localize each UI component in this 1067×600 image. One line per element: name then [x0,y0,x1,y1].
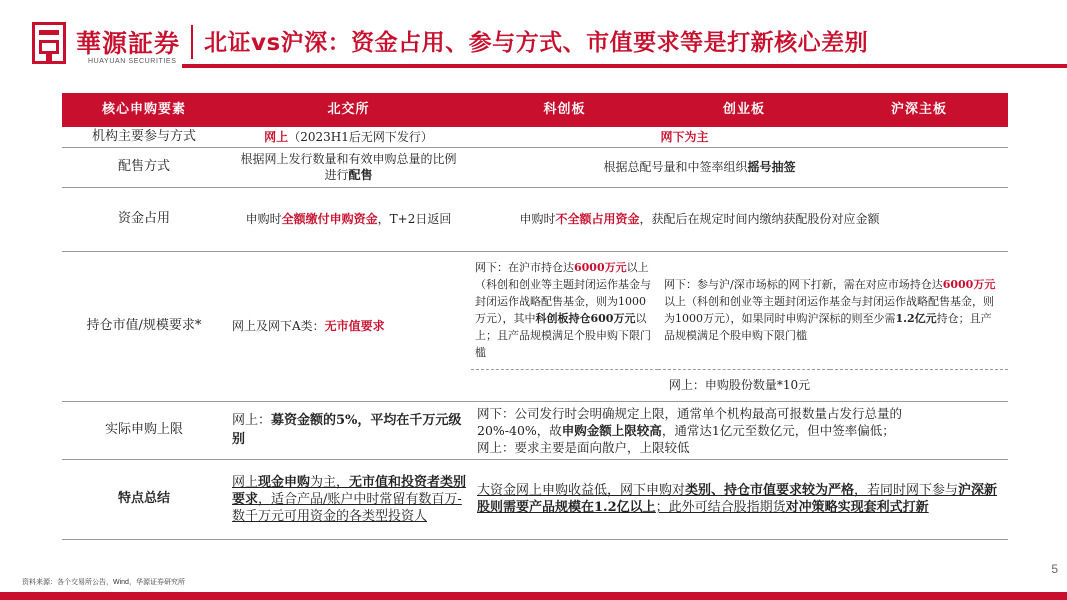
bse-limit-bold: 募资金额的5%，平均在千万元级别 [232,413,462,447]
header-gem: 创业板 [658,93,830,127]
text: 现金申购 [258,474,311,490]
text: 申购时 [245,212,282,226]
table-row-capital [62,187,1008,251]
no-cap-requirement-text: 无市值要求 [324,319,385,333]
bse-cell [226,251,471,401]
bse-online-text: 网上 [264,129,289,144]
header-core-element: 核心申购要素 [62,93,226,127]
text: ，若同时网下参与 [854,483,959,498]
text: ，通常达1亿元至数亿元，但中签率偏低； [661,422,895,438]
page-title: 北证vs沪深：资金占用、参与方式、市值要求等是打新核心差别 [204,30,869,56]
bse-allotment-bold: 配售 [348,168,373,182]
text: 网下：在沪市持仓达 [475,261,574,274]
row-label: 机构主要参与方式 [62,127,226,147]
other-markets-cell [471,127,1008,147]
text: ，适合产品/账户中时常留有数百万-数千万元可用资金的各类型投资人 [232,491,462,524]
full-payment-text: 全额缴付申购资金 [281,212,378,226]
text: 以上（科创和创业等主题封闭运作基金与封闭运作战略配售基金，则为1000万元），其中 [475,261,651,325]
gem-6000-text: 6000万元 [942,278,996,291]
other-markets-cell [471,401,1008,459]
comparison-table [62,93,1008,540]
header-main-board: 沪深主板 [830,93,1008,127]
offline-main-text: 网下为主 [660,129,709,144]
bse-cell [226,401,471,459]
offline-limit-line [477,422,1002,439]
bse-cell [226,187,471,251]
other-markets-cell [471,147,1008,187]
text: 产品规模在1.2亿以上 [529,500,656,515]
table-row-holding [62,251,1008,369]
table-row-allotment [62,147,1008,187]
other-markets-cell [471,187,1008,251]
gem-main-cell [658,251,1008,369]
footer-rule [0,592,1067,600]
text: ；此外可结合股指期货 [655,500,786,515]
row-label: 特点总结 [62,459,226,539]
text: 网下：参与沪/深市场标的网下打新，需在对应市场持仓达 [664,278,943,291]
text: 以上；且产品规模满足个股申购下限门槛 [475,312,651,359]
other-markets-cell [471,459,1008,539]
text: 持仓；且产品规模满足个股申购下限门槛 [664,312,992,342]
bse-allotment-text: 根据网上发行数量和有效申购总量的比例进行 [240,152,457,182]
text: ，获配后在规定时间内缴纳获配股份对应金额 [639,212,880,226]
bse-cell [226,147,471,187]
text: 申购时 [519,212,556,226]
text: 对冲策略实现套利式打新 [785,500,929,515]
row-label: 资金占用 [62,187,226,251]
row-label: 实际申购上限 [62,401,226,459]
text: 网上： [232,413,272,428]
text: 网上及网下A类： [232,319,325,333]
online-limit-line: 网上：要求主要是面向散户，上限较低 [477,439,690,455]
summary-bse [232,475,466,524]
online-requirement-cell: 网上：申购股份数量*10元 [471,369,1008,401]
star-6000-text: 6000万元 [574,261,627,274]
title-rule [182,64,1067,68]
text: 为主， [310,474,350,490]
text: 沪深新股则需要 [477,483,998,515]
text: 网上 [232,474,259,490]
row-label: 持仓市值/规模要求* [62,251,226,401]
header-star-market: 科创板 [471,93,658,127]
text: 20%-40%，故 [477,422,562,438]
table-row-participation [62,127,1008,147]
bse-cell [226,459,471,539]
text: ，T+2日返回 [377,212,452,226]
logo-english-name: HUAYUAN SECURITIES [88,58,177,65]
offline-limit-line: 网下：公司发行时会明确规定上限，通常单个机构最高可报数量占发行总量的 [477,405,903,421]
text: 无市值和投资者类别要求 [232,474,467,507]
bse-cell [226,127,471,147]
star-market-cell [471,251,658,369]
lottery-text: 根据总配号量和中签率组织 [603,160,748,174]
table-header-row [62,93,1008,127]
text: 大资金网上申购收益低，网下申购对 [477,483,686,498]
high-limit-bold: 申购金额上限较高 [561,422,662,438]
text: 类别、持仓市值要求较为严格 [685,483,855,498]
logo-icon [32,22,66,64]
lottery-bold: 摇号抽签 [747,160,796,174]
header-bse: 北交所 [226,93,471,127]
source-note: 资料来源：各个交易所公告，Wind，华源证券研究所 [22,579,185,586]
star-600-text: 科创板持仓600万元 [535,312,636,325]
title-divider [191,25,193,59]
bse-note-text: （2023H1后无网下发行） [288,129,433,144]
summary-other [477,483,997,515]
page-number: 5 [1051,562,1058,576]
gem-1-2-text: 1.2亿元 [895,312,937,325]
table-row-summary [62,459,1008,539]
table-row-limit [62,401,1008,459]
no-full-payment-text: 不全额占用资金 [555,212,640,226]
row-label: 配售方式 [62,147,226,187]
text: 以上（科创和创业等主题封闭运作基金与封闭运作战略配售基金，则为1000万元），如果同时申购沪深标的则至少需 [664,295,994,325]
logo-chinese-name: 華源証券 [76,29,181,58]
